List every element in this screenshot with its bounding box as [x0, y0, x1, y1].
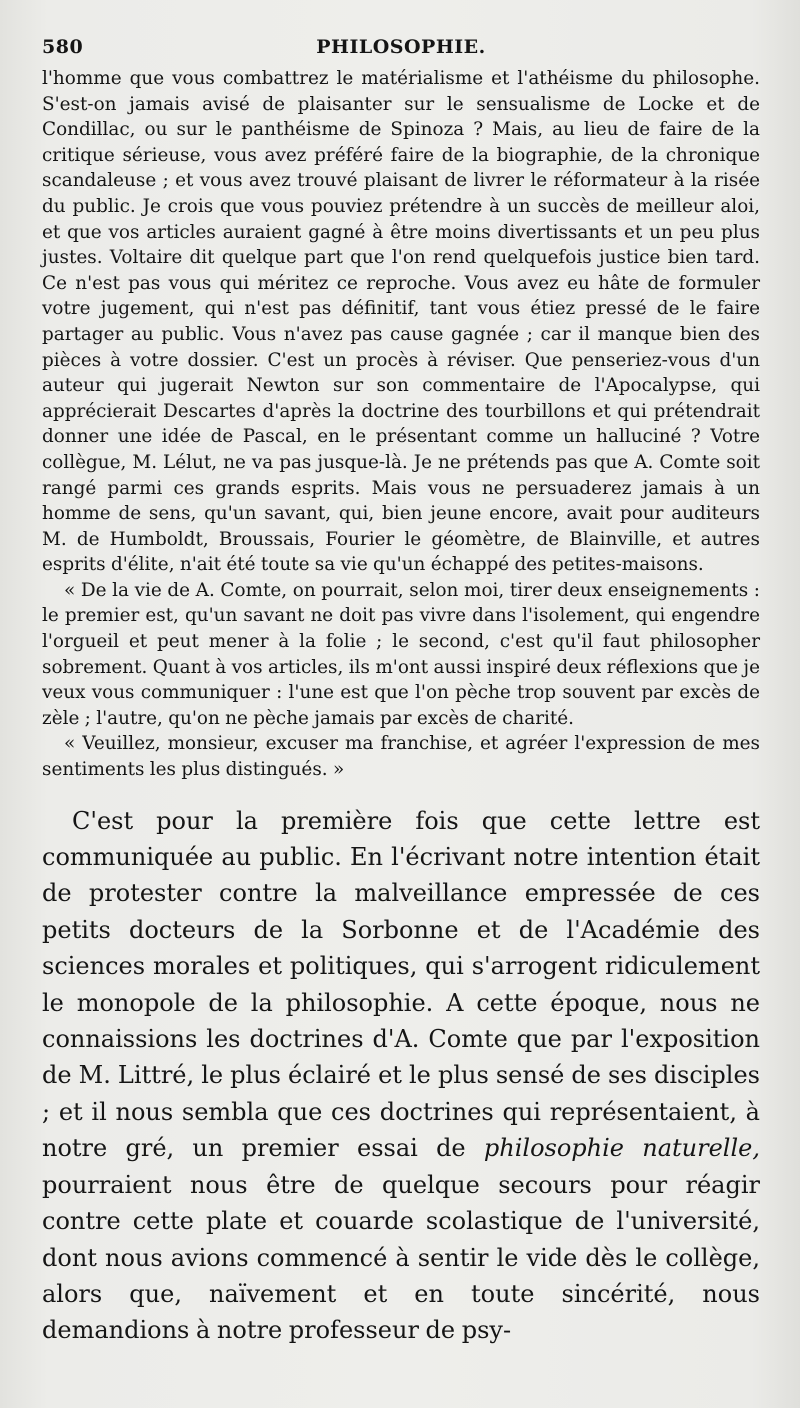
body-text [42, 803, 760, 1349]
page-number: 580 [42, 36, 84, 58]
quote-paragraph-3: « Veuillez, monsieur, excuser ma franchise, et agréer l'expression de mes sentiments les plus distingués. » [42, 733, 760, 781]
body-text-part-1: C'est pour la première fois que cette lettre est communiquée au public. En l'écrivant notre intention était de protester contre la malveillance empressée de ces petits docteurs de la Sorbonne et de l'Académie des sciences morales et politiques, qui s'arrogent ridiculement le monopole de la philosophie. A cette époque, nous ne connaissions les doctrines d'A. Comte que par l'exposition de M. Littré, le plus éclairé et le plus sensé de ses disciples ; et il nous sembla que ces doctrines qui représentaient, à notre gré, un premier essai de [42, 806, 760, 1163]
body-paragraph [42, 803, 760, 1349]
quote-paragraph-2: « De la vie de A. Comte, on pourrait, selon moi, tirer deux enseignements : le premier est, qu'un savant ne doit pas vivre dans l'isolement, qui engendre l'orgueil et peut mener à la folie ; le second, c'est qu'il faut philosopher sobrement. Quant à vos articles, ils m'ont aussi inspiré deux réflexions que je veux vous communiquer : l'une est que l'on pèche trop souvent par excès de zèle ; l'autre, qu'on ne pèche jamais par excès de charité. [42, 579, 760, 729]
page-header [42, 36, 760, 66]
body-text-part-2: pourraient nous être de quelque secours pour réagir contre cette plate et couarde scolastique de l'université, dont nous avions commencé à sentir le vide dès le collège, alors que, naïvement et en toute sincérité, nous demandions à notre professeur de psy- [42, 1170, 760, 1345]
quoted-letter [42, 66, 760, 783]
emphasized-phrase: philosophie naturelle, [483, 1134, 760, 1163]
quote-paragraph-1: l'homme que vous combattrez le matérialisme et l'athéisme du philosophe. S'est-on jamais avisé de plaisanter sur le sensualisme de Locke et de Condillac, ou sur le panthéisme de Spinoza ? Mais, au lieu de faire de la critique sérieuse, vous avez préféré faire de la biographie, de la chronique scandaleuse ; et vous avez trouvé plaisant de livrer le réformateur à la risée du public. Je crois que vous pouviez prétendre à un succès de meilleur aloi, et que vos articles auraient gagné à être moins divertissants et un peu plus justes. Voltaire dit quelque part que l'on rend quelquefois justice bien tard. Ce n'est pas vous qui méritez ce reproche. Vous avez eu hâte de formuler votre jugement, qui n'est pas définitif, tant vous étiez pressé de le faire partager au public. Vous n'avez pas cause gagnée ; car il manque bien des pièces à votre dossier. C'est un procès à réviser. Que penseriez-vous d'un auteur qui jugerait Newton sur son commentaire de l'Apocalypse, qui apprécierait Descartes d'après la doctrine des tourbillons et qui prétendrait donner une idée de Pascal, en le présentant comme un halluciné ? Votre collègue, M. Lélut, ne va pas jusque-là. Je ne prétends pas que A. Comte soit rangé parmi ces grands esprits. Mais vous ne persuaderez jamais à un homme de sens, qu'un savant, qui, bien jeune encore, avait pour auditeurs M. de Humboldt, Broussais, Fourier le géomètre, de Blainville, et autres esprits d'élite, n'ait été toute sa vie qu'un échappé des petites-maisons. [42, 68, 760, 576]
running-title: PHILOSOPHIE. [316, 36, 486, 58]
